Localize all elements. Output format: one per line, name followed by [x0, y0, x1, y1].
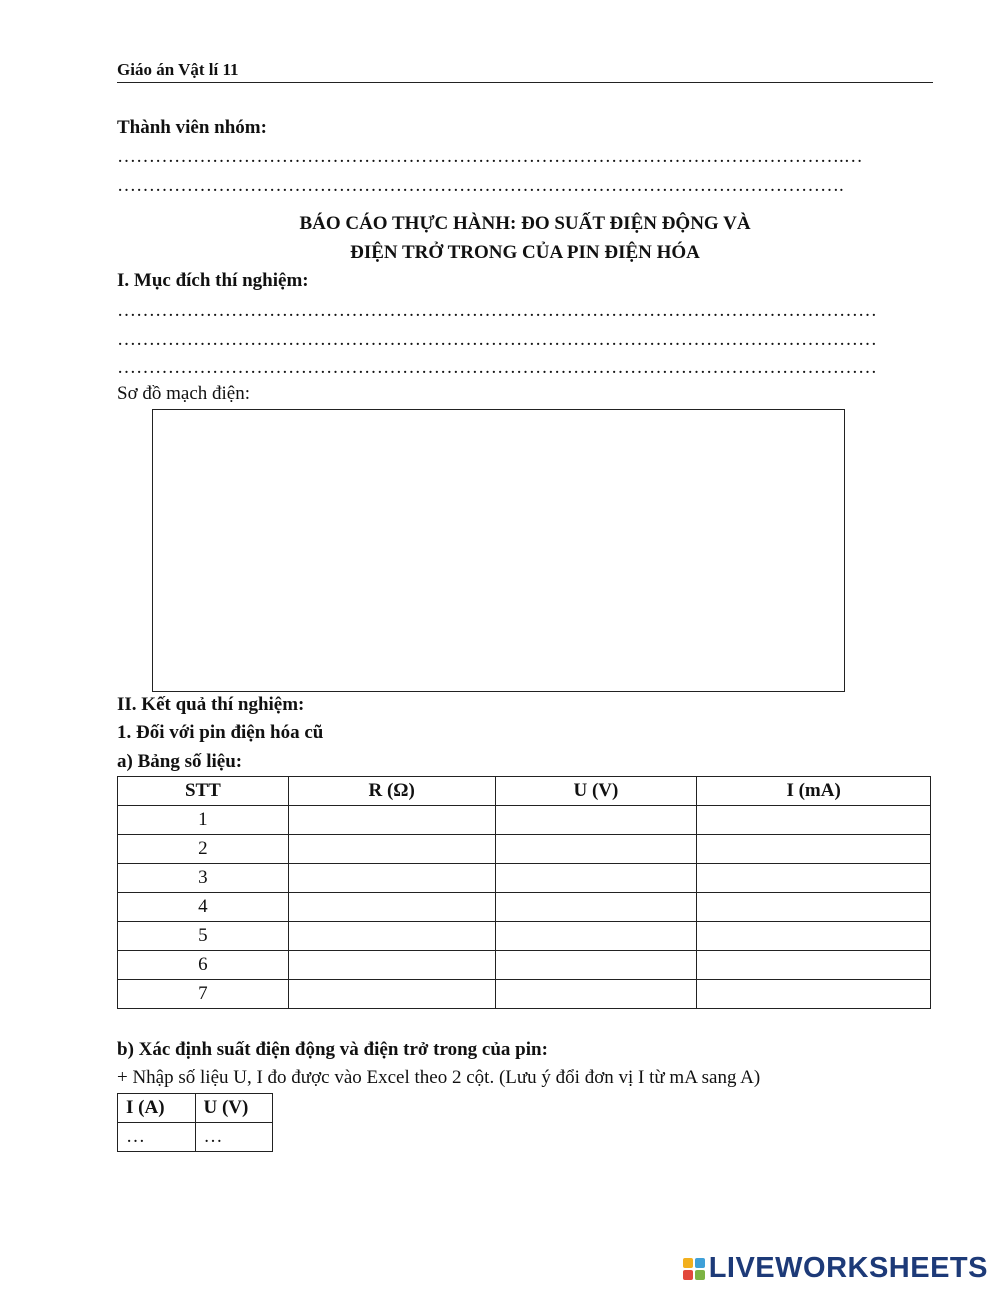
- table-row: [118, 951, 931, 980]
- row-number: 7: [118, 980, 289, 1009]
- circuit-diagram-label: Sơ đồ mạch điện:: [117, 383, 250, 404]
- table-row: [118, 864, 931, 893]
- voltage-volt-cell[interactable]: …: [195, 1123, 273, 1152]
- column-header-current: I (mA): [697, 777, 931, 806]
- table-row: [118, 835, 931, 864]
- resistance-cell[interactable]: [288, 835, 495, 864]
- report-title-line-2: ĐIỆN TRỞ TRONG CỦA PIN ĐIỆN HÓA: [350, 242, 700, 263]
- table-row: [118, 893, 931, 922]
- voltage-cell[interactable]: [495, 951, 697, 980]
- column-header-stt: STT: [118, 777, 289, 806]
- section-purpose-heading: I. Mục đích thí nghiệm:: [117, 270, 309, 291]
- old-battery-subheading: 1. Đối với pin điện hóa cũ: [117, 722, 324, 743]
- voltage-cell[interactable]: [495, 922, 697, 951]
- current-cell[interactable]: [697, 835, 931, 864]
- data-table-label: a) Bảng số liệu:: [117, 751, 243, 772]
- small-table-header-row: [118, 1094, 273, 1123]
- row-number: 1: [118, 806, 289, 835]
- report-title-line-1: BÁO CÁO THỰC HÀNH: ĐO SUẤT ĐIỆN ĐỘNG VÀ: [299, 213, 751, 234]
- resistance-cell[interactable]: [288, 893, 495, 922]
- current-cell[interactable]: [697, 864, 931, 893]
- voltage-cell[interactable]: [495, 980, 697, 1009]
- table-row: [118, 806, 931, 835]
- current-cell[interactable]: [697, 922, 931, 951]
- members-dotted-line-1: …………………………………………………………………………………………………….…: [117, 146, 863, 167]
- voltage-cell[interactable]: [495, 835, 697, 864]
- row-number: 6: [118, 951, 289, 980]
- measurement-table: [117, 776, 931, 1009]
- table-header-row: [118, 777, 931, 806]
- resistance-cell[interactable]: [288, 922, 495, 951]
- column-header-voltage: U (V): [495, 777, 697, 806]
- current-cell[interactable]: [697, 951, 931, 980]
- members-label: Thành viên nhóm:: [117, 117, 267, 138]
- resistance-cell[interactable]: [288, 951, 495, 980]
- voltage-cell[interactable]: [495, 893, 697, 922]
- current-amp-cell[interactable]: …: [118, 1123, 196, 1152]
- circuit-diagram-box[interactable]: [152, 409, 845, 692]
- column-header-voltage-volt: U (V): [195, 1094, 273, 1123]
- current-cell[interactable]: [697, 806, 931, 835]
- liveworksheets-logo: [683, 1252, 988, 1285]
- document-header: Giáo án Vật lí 11: [117, 60, 239, 79]
- purpose-dotted-line-3: …………………………………………………………………………………………………………: [117, 357, 877, 378]
- column-header-current-amp: I (A): [118, 1094, 196, 1123]
- row-number: 2: [118, 835, 289, 864]
- current-cell[interactable]: [697, 980, 931, 1009]
- row-number: 3: [118, 864, 289, 893]
- table-row: [118, 980, 931, 1009]
- row-number: 4: [118, 893, 289, 922]
- excel-instruction: + Nhập số liệu U, I đo được vào Excel theo 2 cột. (Lưu ý đổi đơn vị I từ mA sang A): [117, 1067, 761, 1088]
- liveworksheets-wordmark: LIVEWORKSHEETS: [708, 1252, 988, 1284]
- purpose-dotted-line-2: …………………………………………………………………………………………………………: [117, 329, 877, 350]
- row-number: 5: [118, 922, 289, 951]
- voltage-cell[interactable]: [495, 806, 697, 835]
- excel-columns-table: [117, 1093, 273, 1152]
- small-table-row: [118, 1123, 273, 1152]
- members-dotted-line-2: …………………………………………………………………………………………………….: [117, 175, 844, 196]
- resistance-cell[interactable]: [288, 980, 495, 1009]
- voltage-cell[interactable]: [495, 864, 697, 893]
- section-results-heading: II. Kết quả thí nghiệm:: [117, 694, 305, 715]
- determine-emf-heading: b) Xác định suất điện động và điện trở trong của pin:: [117, 1039, 548, 1060]
- current-cell[interactable]: [697, 893, 931, 922]
- column-header-resistance: R (Ω): [288, 777, 495, 806]
- header-divider: [117, 82, 933, 83]
- resistance-cell[interactable]: [288, 806, 495, 835]
- table-row: [118, 922, 931, 951]
- resistance-cell[interactable]: [288, 864, 495, 893]
- purpose-dotted-line-1: …………………………………………………………………………………………………………: [117, 300, 877, 321]
- liveworksheets-mark-icon: [683, 1258, 705, 1280]
